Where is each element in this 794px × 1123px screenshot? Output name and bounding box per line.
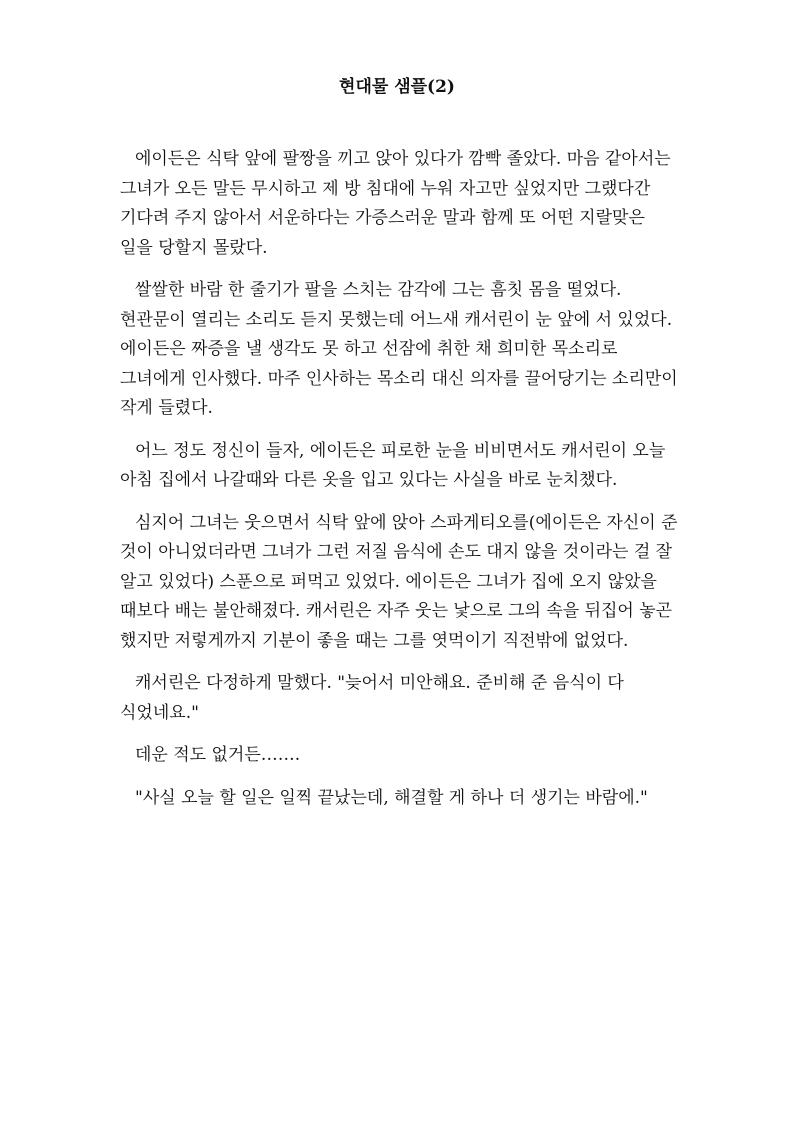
paragraph-2: 쌀쌀한 바람 한 줄기가 팔을 스치는 감각에 그는 흠칫 몸을 떨었다. 현관문이 열리는 소리도 듣지 못했는데 어느새 캐서린이 눈 앞에 서 있었다. 에이든은 짜증을 낼 생각도 못 하고 선잠에 취한 채 희미한 목소리로 그녀에게 인사했다. 마주 인사하는 목소리 대신 의자를 끌어당기는 소리만이 작게 들렸다. <box>120 280 678 418</box>
paragraph-7: "사실 오늘 할 일은 일찍 끝났는데, 해결할 게 하나 더 생기는 바람에." <box>135 787 648 808</box>
document-title: 현대물 샘플(2) <box>339 77 455 97</box>
paragraph-1: 에이든은 식탁 앞에 팔짱을 끼고 앉아 있다가 깜빡 졸았다. 마음 같아서는 그녀가 오든 말든 무시하고 제 방 침대에 누워 자고만 싶었지만 그랬다간 기다려 주지 않아서 서운하다는 가증스러운 말과 함께 또 어떤 지랄맞은 일을 당할지 몰랐다. <box>120 149 671 258</box>
paragraph-5: 캐서린은 다정하게 말했다. "늦어서 미안해요. 준비해 준 음식이 다 식었네요." <box>120 673 624 723</box>
document-body <box>120 145 680 826</box>
paragraph-6: 데운 적도 없거든……. <box>135 745 301 765</box>
paragraph-4: 심지어 그녀는 웃으면서 식탁 앞에 앉아 스파게티오를(에이든은 자신이 준 것이 아니었더라면 그녀가 그런 저질 음식에 손도 대지 않을 것이라는 걸 잘 알고 있었다) 스푼으로 퍼먹고 있었다. 에이든은 그녀가 집에 오지 않았을 때보다 배는 불안해졌다. 캐서린은 자주 웃는 낯으로 그의 속을 뒤집어 놓곤 했지만 저렇게까지 기분이 좋을 때는 그를 엿먹이기 직전밖에 없었다. <box>120 512 678 651</box>
paragraph-3: 어느 정도 정신이 들자, 에이든은 피로한 눈을 비비면서도 캐서린이 오늘 아침 집에서 나갈때와 다른 옷을 입고 있다는 사실을 바로 눈치챘다. <box>120 440 666 490</box>
